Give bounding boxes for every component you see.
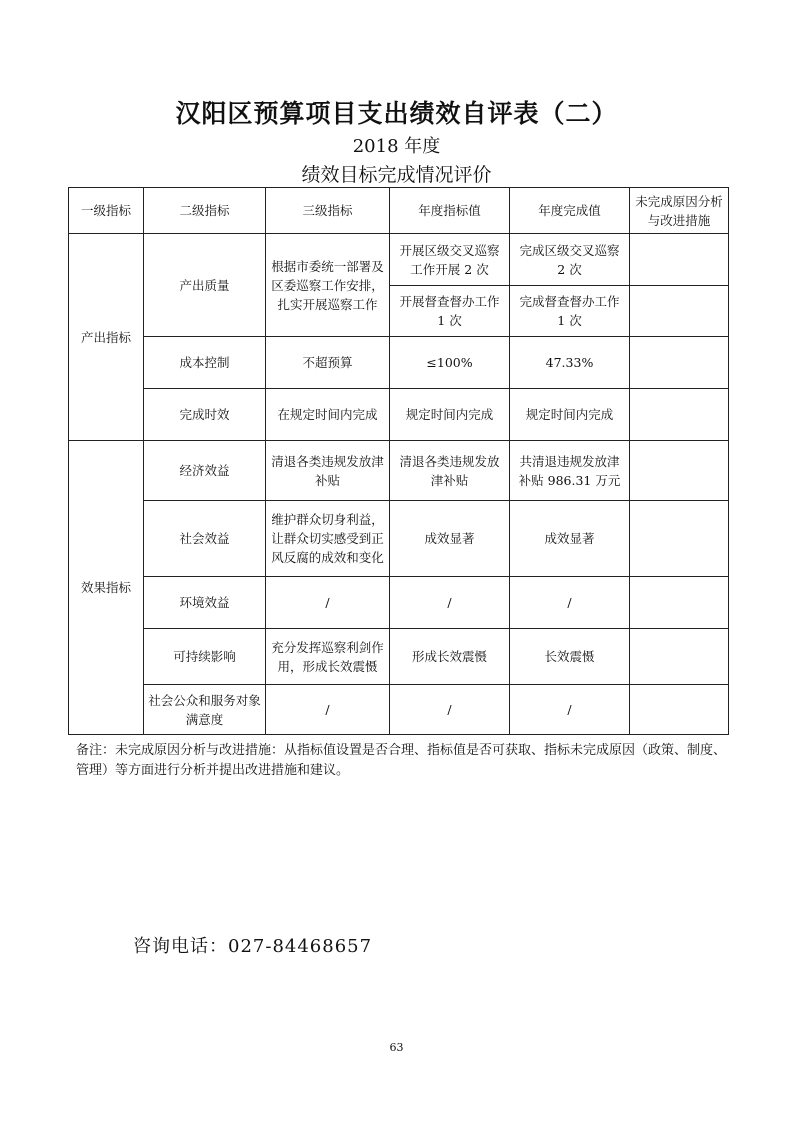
level3-cell: 在规定时间内完成 xyxy=(266,389,390,441)
header-cell: 一级指标 xyxy=(69,188,144,234)
table-row xyxy=(69,389,729,441)
level2-cell: 社会公众和服务对象满意度 xyxy=(144,685,266,735)
table-row xyxy=(69,685,729,735)
target-cell: 成效显著 xyxy=(390,501,510,577)
header-cell: 三级指标 xyxy=(266,188,390,234)
level2-cell: 完成时效 xyxy=(144,389,266,441)
level2-cell: 经济效益 xyxy=(144,441,266,501)
header-cell: 二级指标 xyxy=(144,188,266,234)
reason-cell xyxy=(630,501,729,577)
level3-cell: 根据市委统一部署及区委巡察工作安排，扎实开展巡察工作 xyxy=(266,234,390,337)
table-subtitle: 绩效目标完成情况评价 xyxy=(301,164,492,186)
target-cell: 开展区级交叉巡察工作开展 2 次 xyxy=(390,234,510,286)
table-row xyxy=(69,441,729,501)
target-cell: 形成长效震慑 xyxy=(390,629,510,685)
target-cell: 清退各类违规发放津补贴 xyxy=(390,441,510,501)
table-row xyxy=(69,577,729,629)
group-output: 产出指标 xyxy=(69,234,144,441)
done-cell: / xyxy=(510,685,630,735)
level3-cell: / xyxy=(266,685,390,735)
header-cell: 未完成原因分析与改进措施 xyxy=(630,188,729,234)
level3-cell: 充分发挥巡察利剑作用，形成长效震慑 xyxy=(266,629,390,685)
page-number: 63 xyxy=(389,1041,404,1054)
reason-cell xyxy=(630,389,729,441)
level2-cell: 可持续影响 xyxy=(144,629,266,685)
level3-cell: 清退各类违规发放津补贴 xyxy=(266,441,390,501)
reason-cell xyxy=(630,629,729,685)
done-cell: 长效震慑 xyxy=(510,629,630,685)
target-cell: / xyxy=(390,577,510,629)
reason-cell xyxy=(630,441,729,501)
reason-cell xyxy=(630,286,729,337)
table-row xyxy=(69,337,729,389)
done-cell: 规定时间内完成 xyxy=(510,389,630,441)
level3-cell: 维护群众切身利益，让群众切实感受到正风反腐的成效和变化 xyxy=(266,501,390,577)
done-cell: 成效显著 xyxy=(510,501,630,577)
reason-cell xyxy=(630,337,729,389)
done-cell: 47.33% xyxy=(510,337,630,389)
reason-cell xyxy=(630,577,729,629)
done-cell: / xyxy=(510,577,630,629)
reason-cell xyxy=(630,685,729,735)
done-cell: 共清退违规发放津补贴 986.31 万元 xyxy=(510,441,630,501)
level2-cell: 成本控制 xyxy=(144,337,266,389)
header-row xyxy=(69,188,729,234)
reason-cell xyxy=(630,234,729,286)
target-cell: 规定时间内完成 xyxy=(390,389,510,441)
header-cell: 年度指标值 xyxy=(390,188,510,234)
group-effect: 效果指标 xyxy=(69,441,144,735)
table-row xyxy=(69,629,729,685)
target-cell: / xyxy=(390,685,510,735)
performance-table xyxy=(68,187,729,735)
page-title: 汉阳区预算项目支出绩效自评表（二） xyxy=(175,99,618,128)
done-cell: 完成督查督办工作 1 次 xyxy=(510,286,630,337)
level2-cell: 产出质量 xyxy=(144,234,266,337)
level3-cell: 不超预算 xyxy=(266,337,390,389)
level2-cell: 环境效益 xyxy=(144,577,266,629)
fiscal-year: 2018 年度 xyxy=(352,136,441,157)
contact-phone: 咨询电话：027-84468657 xyxy=(133,936,373,957)
target-cell: 开展督查督办工作 1 次 xyxy=(390,286,510,337)
level3-cell: / xyxy=(266,577,390,629)
table-row xyxy=(69,234,729,286)
level2-cell: 社会效益 xyxy=(144,501,266,577)
target-cell: ≤100% xyxy=(390,337,510,389)
done-cell: 完成区级交叉巡察 2 次 xyxy=(510,234,630,286)
footnote: 备注：未完成原因分析与改进措施：从指标值设置是否合理、指标值是否可获取、指标未完成原因（政策、制度、管理）等方面进行分析并提出改进措施和建议。 xyxy=(76,743,727,778)
header-cell: 年度完成值 xyxy=(510,188,630,234)
table-row xyxy=(69,501,729,577)
